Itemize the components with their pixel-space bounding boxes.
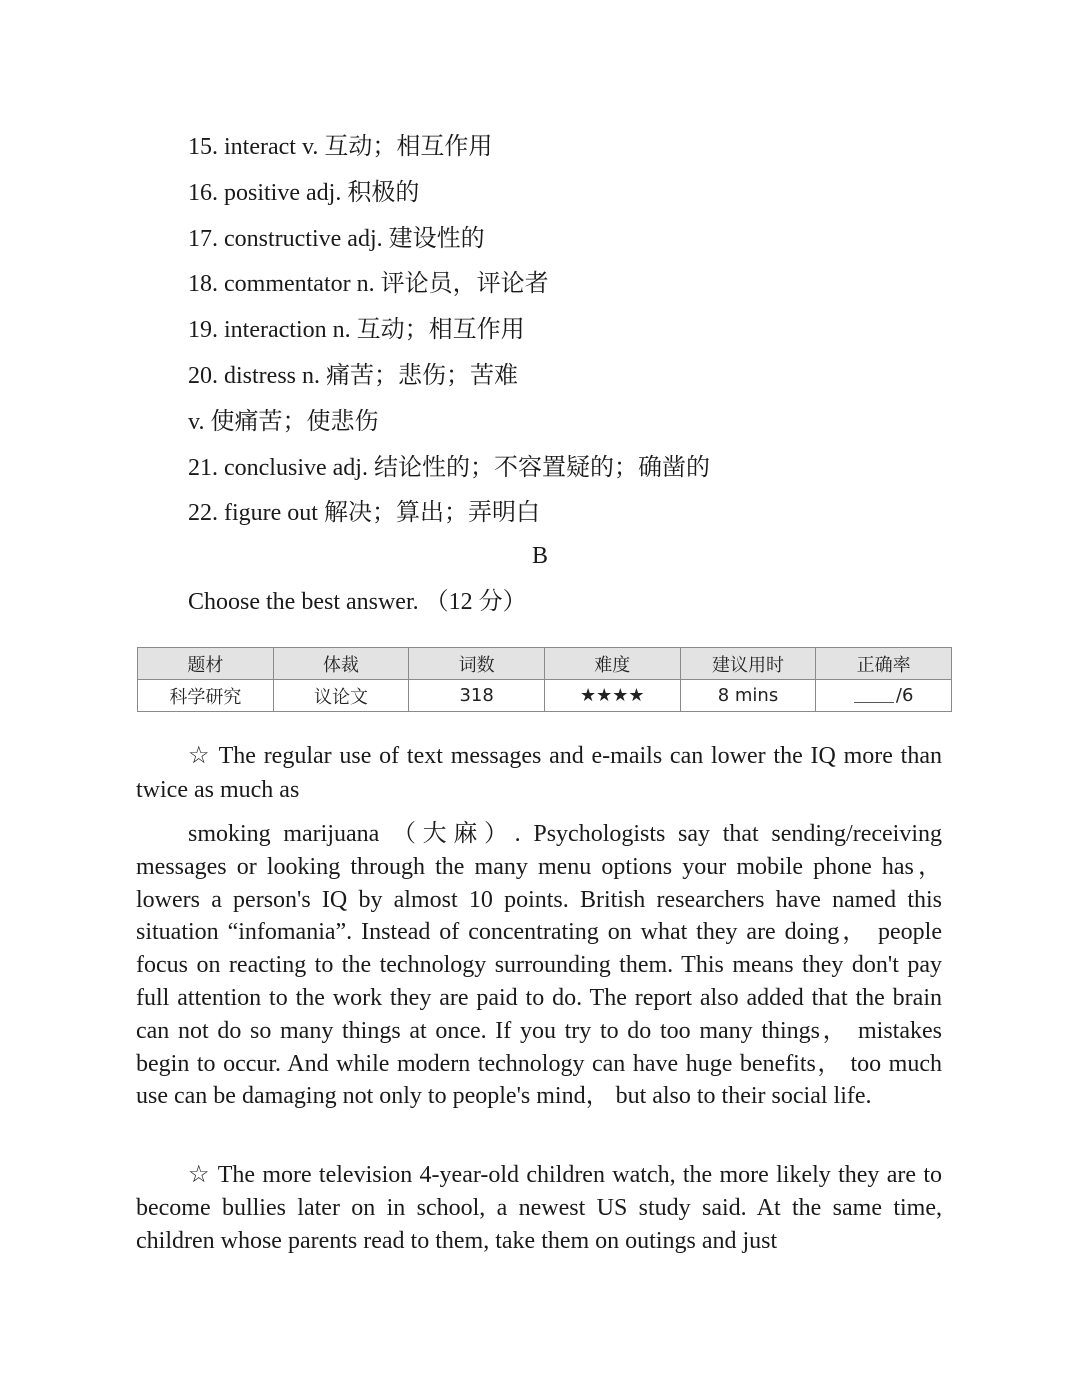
vocab-item-17: 17. constructive adj. 建设性的: [188, 225, 485, 252]
header-topic: 题材: [138, 648, 274, 680]
header-word-count: 词数: [409, 648, 545, 680]
section-heading: B: [531, 543, 548, 569]
header-accuracy: 正确率: [816, 648, 952, 680]
header-suggested-time: 建议用时: [680, 648, 816, 680]
passage-paragraph-3: ☆ The more television 4-year-old children watch, the more likely they are to become bullies later on in school, a newest US study said. At the same time, children whose parents read to them, take them on outings and just: [136, 1162, 942, 1254]
vocab-item-16: 16. positive adj. 积极的: [188, 179, 420, 206]
vocab-item-20-verb: v. 使痛苦；使悲伤: [188, 408, 379, 435]
header-genre: 体裁: [273, 648, 409, 680]
passage-paragraph-2: smoking marijuana （大麻）. Psychologists say that sending/receiving messages or looking through the many menu options your mobile phone has， lowers a person's IQ by almost 10 points. British researchers have named this situation “infomania”. Instead of concentrating on what they are doing， people focus on reacting to the technology surrounding them. This means they don't pay full attention to the work they are paid to do. The report also added that the brain can not do so many things at once. If you try to do too many things， mistakes begin to occur. And while modern technology can have huge benefits， too much use can be damaging not only to people's mind， but also to their social life.: [136, 821, 942, 1110]
cell-word-count: 318: [409, 680, 545, 712]
vocab-item-20: 20. distress n. 痛苦；悲伤；苦难: [188, 362, 518, 389]
table-row: [138, 680, 952, 712]
cell-genre: 议论文: [273, 680, 409, 712]
vocab-item-22: 22. figure out 解决；算出；弄明白: [188, 500, 540, 527]
cell-accuracy: [816, 680, 952, 712]
vocab-item-19: 19. interaction n. 互动；相互作用: [188, 317, 525, 344]
cell-suggested-time: 8 mins: [680, 680, 816, 712]
header-difficulty: 难度: [544, 648, 680, 680]
cell-difficulty-stars: ★★★★: [544, 680, 680, 712]
passage-info-table: [137, 647, 952, 712]
vocab-item-18: 18. commentator n. 评论员，评论者: [188, 271, 549, 298]
accuracy-total: /6: [895, 685, 914, 706]
passage-paragraph-1: ☆ The regular use of text messages and e-mails can lower the IQ more than twice as much as: [136, 743, 942, 803]
vocab-item-15: 15. interact v. 互动；相互作用: [188, 134, 493, 160]
vocabulary-list: [188, 125, 710, 537]
cell-topic: 科学研究: [138, 680, 274, 712]
instruction-text: Choose the best answer. （12 分）: [188, 589, 527, 615]
vocab-item-21: 21. conclusive adj. 结论性的；不容置疑的；确凿的: [188, 454, 710, 481]
table-header-row: [138, 648, 952, 680]
answer-blank: [854, 686, 894, 703]
